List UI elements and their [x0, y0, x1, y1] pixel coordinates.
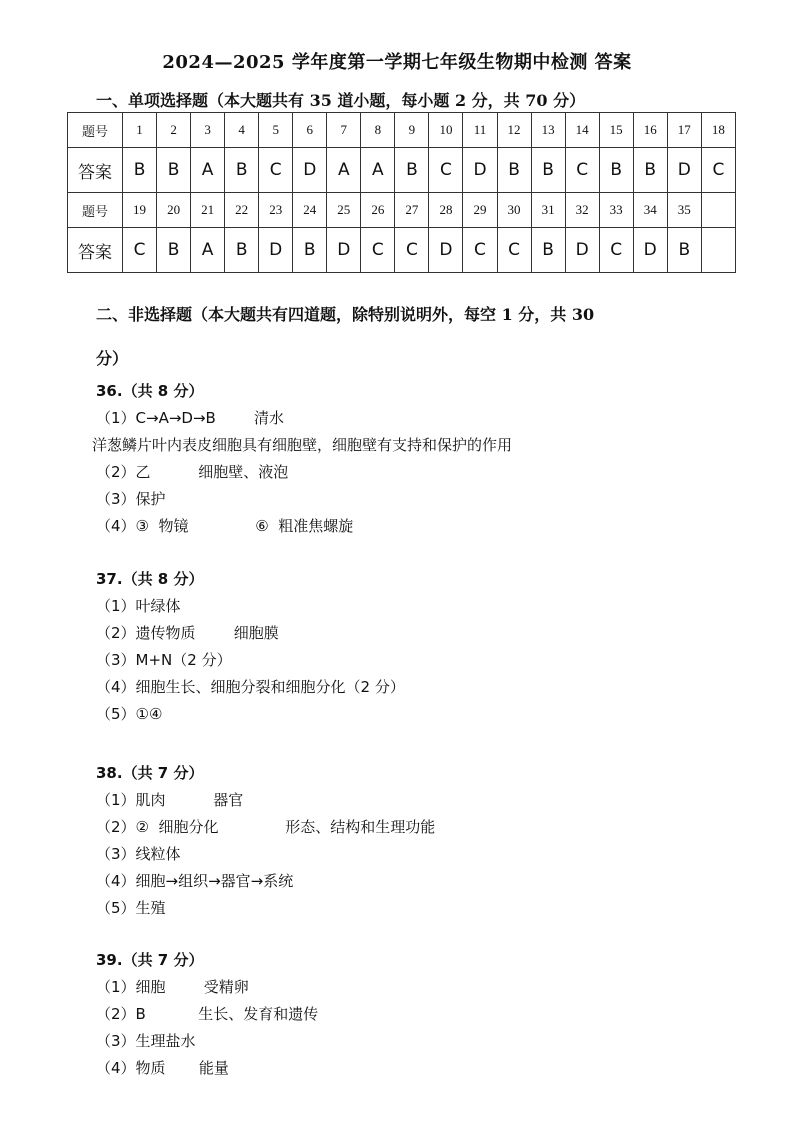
answer-line: （1）C→A→D→B 清水: [96, 409, 284, 427]
table-row-numbers-2: [68, 193, 736, 228]
answer-cell: D: [293, 148, 327, 193]
answer-cell: C: [123, 228, 157, 273]
question-number: 18: [701, 113, 735, 148]
answer-line: （4）细胞生长、细胞分裂和细胞分化（2 分）: [96, 678, 405, 696]
question-number: 17: [667, 113, 701, 148]
question-number: 1: [123, 113, 157, 148]
question-38: [96, 760, 435, 922]
answer-line: （5）生殖: [96, 899, 166, 917]
answer-cell: A: [327, 148, 361, 193]
answer-cell: B: [633, 148, 667, 193]
section1-heading: 一、单项选择题（本大题共有 35 道小题，每小题 2 分，共 70 分）: [96, 91, 586, 110]
answer-line: （3）M+N（2 分）: [96, 651, 232, 669]
answer-cell: C: [599, 228, 633, 273]
answer-cell: B: [293, 228, 327, 273]
question-number: 24: [293, 193, 327, 228]
answer-table: [67, 112, 736, 273]
question-number: 25: [327, 193, 361, 228]
answer-cell: C: [497, 228, 531, 273]
answer-cell: B: [531, 228, 565, 273]
question-number: 29: [463, 193, 497, 228]
section2-heading: 二、非选择题（本大题共有四道题，除特别说明外，每空 1 分，共 30: [96, 305, 595, 324]
answer-cell: D: [429, 228, 463, 273]
answer-cell: C: [259, 148, 293, 193]
question-number: 31: [531, 193, 565, 228]
table-row-answers-1: [68, 148, 736, 193]
question-title: 39.（共 7 分）: [96, 951, 204, 969]
answer-cell: B: [157, 148, 191, 193]
answer-cell: D: [327, 228, 361, 273]
answer-line: （2）遗传物质 细胞膜: [96, 624, 279, 642]
question-number: 12: [497, 113, 531, 148]
answer-line: （1）叶绿体: [96, 597, 181, 615]
question-title: 37.（共 8 分）: [96, 570, 204, 588]
question-39: [96, 947, 318, 1082]
answer-cell: B: [395, 148, 429, 193]
answer-cell: D: [259, 228, 293, 273]
question-37: [96, 566, 405, 728]
question-number: 23: [259, 193, 293, 228]
page-title: 2024—2025 学年度第一学期七年级生物期中检测 答案: [162, 52, 632, 73]
question-number: 34: [633, 193, 667, 228]
answer-cell: B: [157, 228, 191, 273]
answer-cell: B: [531, 148, 565, 193]
answer-cell: C: [565, 148, 599, 193]
answer-cell: C: [429, 148, 463, 193]
answer-cell: A: [191, 228, 225, 273]
question-number: 26: [361, 193, 395, 228]
answer-cell: [701, 228, 735, 273]
question-title: 38.（共 7 分）: [96, 764, 204, 782]
answer-line: （2）B 生长、发育和遗传: [96, 1005, 319, 1023]
question-number: 16: [633, 113, 667, 148]
question-number: 32: [565, 193, 599, 228]
row-header-answer: 答案: [68, 148, 123, 193]
question-number: 30: [497, 193, 531, 228]
answer-line: （4）物质 能量: [96, 1059, 229, 1077]
question-number: 13: [531, 113, 565, 148]
answer-line: （4）③ 物镜 ⑥ 粗准焦螺旋: [96, 517, 354, 535]
question-number: 8: [361, 113, 395, 148]
row-header-question: 题号: [68, 193, 123, 228]
answer-cell: D: [463, 148, 497, 193]
answer-cell: C: [463, 228, 497, 273]
answer-line: （3）保护: [96, 490, 166, 508]
question-number: 14: [565, 113, 599, 148]
question-number: 11: [463, 113, 497, 148]
table-row-answers-2: [68, 228, 736, 273]
question-36: [92, 378, 513, 540]
answer-cell: B: [599, 148, 633, 193]
answer-cell: C: [361, 228, 395, 273]
question-number: 15: [599, 113, 633, 148]
answer-cell: B: [225, 148, 259, 193]
question-number: 6: [293, 113, 327, 148]
question-number: 9: [395, 113, 429, 148]
row-header-answer: 答案: [68, 228, 123, 273]
question-number: 5: [259, 113, 293, 148]
table-row-numbers-1: [68, 113, 736, 148]
question-number: 21: [191, 193, 225, 228]
answer-line: 洋葱鳞片叶内表皮细胞具有细胞壁，细胞壁有支持和保护的作用: [92, 436, 513, 454]
question-number: 22: [225, 193, 259, 228]
answer-line: （3）线粒体: [96, 845, 181, 863]
question-number: 4: [225, 113, 259, 148]
answer-cell: C: [395, 228, 429, 273]
answer-line: （2）乙 细胞壁、液泡: [96, 463, 289, 481]
question-number: 35: [667, 193, 701, 228]
question-number: 20: [157, 193, 191, 228]
answer-line: （5）①④: [96, 705, 163, 723]
answer-cell: C: [701, 148, 735, 193]
answer-line: （2）② 细胞分化 形态、结构和生理功能: [96, 818, 436, 836]
question-number: [701, 193, 735, 228]
question-number: 27: [395, 193, 429, 228]
question-number: 10: [429, 113, 463, 148]
answer-cell: A: [361, 148, 395, 193]
answer-line: （3）生理盐水: [96, 1032, 196, 1050]
question-number: 7: [327, 113, 361, 148]
question-number: 3: [191, 113, 225, 148]
answer-cell: D: [565, 228, 599, 273]
question-number: 19: [123, 193, 157, 228]
question-title: 36.（共 8 分）: [96, 382, 204, 400]
answer-cell: D: [667, 148, 701, 193]
row-header-question: 题号: [68, 113, 123, 148]
answer-line: （4）细胞→组织→器官→系统: [96, 872, 294, 890]
answer-cell: B: [225, 228, 259, 273]
answer-cell: B: [667, 228, 701, 273]
answer-cell: B: [123, 148, 157, 193]
answer-cell: A: [191, 148, 225, 193]
answer-cell: B: [497, 148, 531, 193]
question-number: 2: [157, 113, 191, 148]
question-number: 33: [599, 193, 633, 228]
question-number: 28: [429, 193, 463, 228]
answer-line: （1）细胞 受精卵: [96, 978, 249, 996]
answer-cell: D: [633, 228, 667, 273]
answer-line: （1）肌肉 器官: [96, 791, 244, 809]
section2-heading-cont: 分）: [96, 349, 129, 368]
